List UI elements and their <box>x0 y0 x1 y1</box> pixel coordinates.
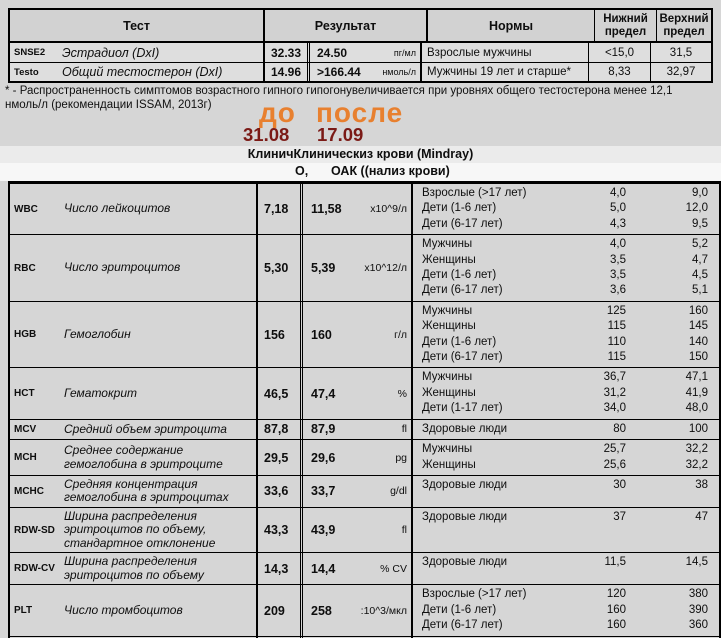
lower-limit-cell: <15,0 <box>589 43 651 62</box>
test-name: Число тромбоцитов <box>64 602 183 617</box>
result-after-value: 87,9 <box>311 422 336 437</box>
norm-upper-value: 38 <box>695 478 708 491</box>
norm-group-label: Дети (1-6 лет) <box>422 603 497 616</box>
norm-upper-value: 32,2 <box>685 458 708 471</box>
result-after-cell <box>303 508 413 553</box>
result-before-cell: 14.96 <box>265 63 310 81</box>
norm-lower-value: 125 <box>606 304 626 317</box>
norms-cell <box>413 420 719 439</box>
norm-line <box>422 319 712 334</box>
norm-group-label: Дети (6-17 лет) <box>422 619 503 632</box>
cbc-table-row <box>10 234 719 301</box>
norm-lower-value: 34,0 <box>603 402 626 415</box>
norm-line <box>422 386 712 401</box>
norm-upper-value: 14,5 <box>685 556 708 569</box>
norms-cell <box>413 302 719 368</box>
result-after-cell <box>303 302 413 368</box>
result-unit: % CV <box>380 562 407 575</box>
result-before-cell: 7,18 <box>258 184 303 234</box>
norm-line <box>422 350 712 365</box>
norms-cell <box>413 553 719 584</box>
result-after-value: 14,4 <box>311 561 336 576</box>
norm-group-label: Здоровые люди <box>422 510 508 523</box>
header-upper-limit: Верхний предел <box>659 13 709 38</box>
cbc-table-row <box>10 301 719 368</box>
norm-line <box>422 201 712 216</box>
norm-lower-value: 3,5 <box>610 269 626 282</box>
cbc-subtitle-fragment: О, <box>295 164 309 178</box>
norm-upper-value: 9,5 <box>692 217 708 230</box>
norm-line <box>422 555 712 570</box>
cbc-table-row <box>10 475 719 507</box>
norm-line <box>422 478 712 493</box>
norm-upper-value: 5,1 <box>692 284 708 297</box>
norm-line <box>422 458 712 473</box>
norm-line <box>422 422 712 437</box>
norm-group-label: Дети (6-17 лет) <box>422 217 503 230</box>
test-name: Средняя концентрация гемоглобина в эритроцитах <box>64 476 229 505</box>
result-unit: fl <box>401 524 407 537</box>
test-cell <box>10 368 258 418</box>
norm-group-cell: Взрослые мужчины <box>422 43 589 62</box>
header-test: Тест <box>10 10 265 41</box>
norm-upper-value: 150 <box>688 351 708 364</box>
result-unit: g/dl <box>390 485 407 498</box>
hormone-results-table <box>8 8 713 83</box>
hormone-table-row <box>10 62 711 81</box>
result-unit: г/л <box>394 328 407 341</box>
result-after-value: 258 <box>311 603 332 618</box>
norm-group-label: Женщины <box>422 386 476 399</box>
norm-group-label: Дети (6-17 лет) <box>422 284 503 297</box>
test-name: Число эритроцитов <box>64 260 181 275</box>
norm-upper-value: 4,7 <box>692 253 708 266</box>
cbc-table-row <box>10 439 719 475</box>
test-code: WBC <box>14 203 38 215</box>
cbc-subtitle: ОАК ((нализ крови) <box>331 164 450 178</box>
result-after-cell <box>303 184 413 234</box>
result-before-cell: 5,30 <box>258 235 303 301</box>
norm-upper-value: 47,1 <box>685 371 708 384</box>
norm-line <box>422 186 712 201</box>
norm-group-label: Дети (1-6 лет) <box>422 269 497 282</box>
test-code: Testo <box>14 66 39 78</box>
result-after-cell <box>303 476 413 507</box>
norm-group-label: Здоровые люди <box>422 478 508 491</box>
norm-lower-value: 3,5 <box>610 253 626 266</box>
result-before-cell: 209 <box>258 585 303 635</box>
test-code: MCV <box>14 423 37 435</box>
footnote-line-1: * - Распространенность симптомов возрастного гипного гипогонувеличивается при уровнях общего тестостерона менее 12,1 <box>5 85 673 97</box>
test-code: RBC <box>14 262 36 274</box>
cbc-table <box>8 181 721 638</box>
result-after-value: 43,9 <box>311 523 336 538</box>
norms-cell <box>413 184 719 234</box>
norm-group-label: Мужчины <box>422 443 473 456</box>
norm-group-label: Женщины <box>422 458 476 471</box>
cbc-subtitle-band <box>0 163 721 181</box>
norm-group-label: Мужчины <box>422 371 473 384</box>
norm-lower-value: 5,0 <box>610 202 626 215</box>
norm-line <box>422 253 712 268</box>
norm-lower-value: 160 <box>606 619 626 632</box>
annotation-after-date: 17.09 <box>317 124 364 145</box>
norm-group-label: Мужчины <box>422 304 473 317</box>
norm-line <box>422 401 712 416</box>
test-cell <box>10 235 258 301</box>
norm-upper-value: 360 <box>688 619 708 632</box>
test-cell <box>10 184 258 234</box>
result-after-value: 24.50 <box>317 45 348 60</box>
cbc-table-row <box>10 552 719 584</box>
norm-lower-value: 115 <box>607 320 626 333</box>
norm-group-cell: Мужчины 19 лет и старше* <box>422 63 589 81</box>
norms-cell <box>413 368 719 418</box>
norm-lower-value: 115 <box>607 351 626 364</box>
result-after-value: >166.44 <box>317 65 361 79</box>
header-result: Результат <box>265 10 428 41</box>
footnote-line-2: нмоль/л (рекомендации ISSAM, 2013г) <box>5 98 212 111</box>
result-unit: x10^12/л <box>364 262 407 275</box>
result-after-cell <box>303 440 413 475</box>
result-after-value: 47,4 <box>311 386 336 401</box>
norm-lower-value: 3,6 <box>610 284 626 297</box>
norm-group-label: Взрослые (>17 лет) <box>422 187 527 199</box>
norm-line <box>422 268 712 283</box>
norm-line <box>422 603 712 618</box>
result-before-cell: 156 <box>258 302 303 368</box>
norm-line <box>422 283 712 298</box>
norm-line <box>422 587 712 602</box>
test-name: Общий тестостерон (DxI) <box>62 65 223 79</box>
result-after-value: 29,6 <box>311 450 336 465</box>
test-name: Средний объем эритроцита <box>64 421 227 436</box>
norm-lower-value: 36,7 <box>603 371 626 384</box>
norm-upper-value: 9,0 <box>692 187 708 199</box>
result-after-value: 33,7 <box>311 484 336 499</box>
result-unit: pg <box>395 451 407 464</box>
norm-lower-value: 25,7 <box>603 443 626 456</box>
norm-upper-value: 47 <box>695 510 708 523</box>
cbc-table-row <box>10 507 719 553</box>
result-before-cell: 29,5 <box>258 440 303 475</box>
cbc-table-row <box>10 419 719 439</box>
norm-upper-value: 100 <box>688 422 708 435</box>
result-after-cell <box>303 553 413 584</box>
test-cell <box>10 43 265 62</box>
norm-group-label: Дети (1-17 лет) <box>422 402 503 415</box>
lower-limit-cell: 8,33 <box>589 63 651 81</box>
norm-upper-value: 390 <box>688 603 708 616</box>
result-after-value: 5,39 <box>311 261 336 276</box>
hormone-table-row <box>10 43 711 62</box>
test-name: Гематокрит <box>64 385 137 400</box>
norm-lower-value: 37 <box>613 510 626 523</box>
norm-line <box>422 510 712 525</box>
cbc-table-row <box>10 367 719 418</box>
hormone-table-header <box>10 10 711 43</box>
norm-upper-value: 32,2 <box>685 443 708 456</box>
result-after-cell <box>310 43 422 62</box>
test-code: MCHC <box>14 485 44 497</box>
result-after-cell <box>303 368 413 418</box>
test-code: RDW-SD <box>14 524 55 536</box>
norm-group-label: Женщины <box>422 320 476 333</box>
test-cell <box>10 420 258 439</box>
test-code: HGB <box>14 329 37 341</box>
annotation-before-date: 31.08 <box>243 124 290 145</box>
norms-cell <box>413 585 719 635</box>
test-cell <box>10 302 258 368</box>
test-cell <box>10 508 258 553</box>
norm-line <box>422 217 712 232</box>
norm-upper-value: 41,9 <box>685 386 708 399</box>
norms-cell <box>413 235 719 301</box>
test-code: MCH <box>14 452 37 463</box>
test-cell <box>10 585 258 635</box>
norm-lower-value: 4,3 <box>610 217 626 230</box>
result-after-cell <box>303 585 413 635</box>
norm-group-label: Дети (6-17 лет) <box>422 351 503 364</box>
cbc-table-row <box>10 584 719 635</box>
test-name: Гемоглобин <box>64 326 131 341</box>
norms-cell <box>413 476 719 507</box>
norm-line <box>422 237 712 252</box>
norm-lower-value: 80 <box>613 422 626 435</box>
norm-upper-value: 5,2 <box>692 238 708 251</box>
test-code: PLT <box>14 605 33 617</box>
norm-lower-value: 31,2 <box>603 386 626 399</box>
result-after-cell <box>303 420 413 439</box>
norm-group-label: Здоровые люди <box>422 422 508 435</box>
norm-line <box>422 304 712 319</box>
norms-cell <box>413 508 719 553</box>
cbc-title: КлиничКлиническиз крови (Mindray) <box>0 146 721 163</box>
test-name: Эстрадиол (DxI) <box>62 45 160 60</box>
result-after-cell <box>303 235 413 301</box>
norm-lower-value: 110 <box>607 335 626 348</box>
test-name: Число лейкоцитов <box>64 201 171 216</box>
result-after-value: 160 <box>311 327 332 342</box>
test-cell <box>10 476 258 507</box>
norm-lower-value: 4,0 <box>610 238 626 251</box>
norm-upper-value: 380 <box>688 588 708 601</box>
test-cell <box>10 63 265 81</box>
norm-line <box>422 618 712 633</box>
norm-upper-value: 160 <box>688 304 708 317</box>
result-unit: пг/мл <box>393 47 416 58</box>
result-before-cell: 14,3 <box>258 553 303 584</box>
header-lower-limit: Нижний предел <box>595 10 657 41</box>
result-before-cell: 32.33 <box>265 43 310 62</box>
test-code: RDW-CV <box>14 563 55 575</box>
norm-group-label: Дети (1-6 лет) <box>422 335 497 348</box>
norm-lower-value: 30 <box>613 478 626 491</box>
norm-upper-value: 12,0 <box>685 202 708 215</box>
cbc-table-row <box>10 183 719 234</box>
upper-limit-cell: 32,97 <box>666 66 696 78</box>
norm-upper-value: 48,0 <box>685 402 708 415</box>
result-before-cell: 43,3 <box>258 508 303 553</box>
norm-lower-value: 160 <box>606 603 626 616</box>
norm-group-label: Мужчины <box>422 238 473 251</box>
upper-limit-cell: 31,5 <box>669 46 693 59</box>
result-after-value: 11,58 <box>311 202 342 217</box>
test-name: Среднее содержание гемоглобина в эритроците <box>64 443 223 471</box>
norm-line <box>422 335 712 350</box>
test-cell <box>10 440 258 475</box>
result-before-cell: 87,8 <box>258 420 303 439</box>
result-unit: % <box>397 387 407 400</box>
test-name: Ширина распределения эритроцитов по объему <box>64 554 204 582</box>
hormone-table-body <box>10 43 711 81</box>
test-cell <box>10 553 258 584</box>
norm-line <box>422 442 712 457</box>
norm-lower-value: 25,6 <box>603 458 626 471</box>
norm-group-label: Дети (1-6 лет) <box>422 202 497 215</box>
result-unit: x10^9/л <box>370 203 407 216</box>
header-norms: Нормы <box>428 10 595 41</box>
norm-lower-value: 11,5 <box>604 556 626 569</box>
norms-cell <box>413 440 719 475</box>
norm-lower-value: 4,0 <box>610 187 626 199</box>
norm-group-label: Взрослые (>17 лет) <box>422 588 527 601</box>
result-after-cell <box>310 63 422 81</box>
norm-upper-value: 4,5 <box>692 269 708 282</box>
norm-upper-value: 145 <box>688 320 708 333</box>
annotation-before-label: до <box>259 97 296 128</box>
test-code: SNSE2 <box>14 47 46 58</box>
norm-group-label: Женщины <box>422 253 476 266</box>
result-before-cell: 33,6 <box>258 476 303 507</box>
norm-line <box>422 370 712 385</box>
test-name: Ширина распределения эритроцитов по объему, стандартное отклонение <box>64 508 216 550</box>
result-unit: нмоль/л <box>382 67 416 77</box>
cbc-table-body <box>10 183 719 636</box>
result-unit: :10^3/мкл <box>360 604 407 617</box>
result-before-cell: 46,5 <box>258 368 303 418</box>
norm-group-label: Здоровые люди <box>422 556 508 569</box>
test-code: HCT <box>14 388 35 400</box>
annotation-after-label: после <box>316 97 404 128</box>
result-unit: fl <box>401 423 407 436</box>
norm-lower-value: 120 <box>606 588 626 601</box>
norm-upper-value: 140 <box>688 335 708 348</box>
